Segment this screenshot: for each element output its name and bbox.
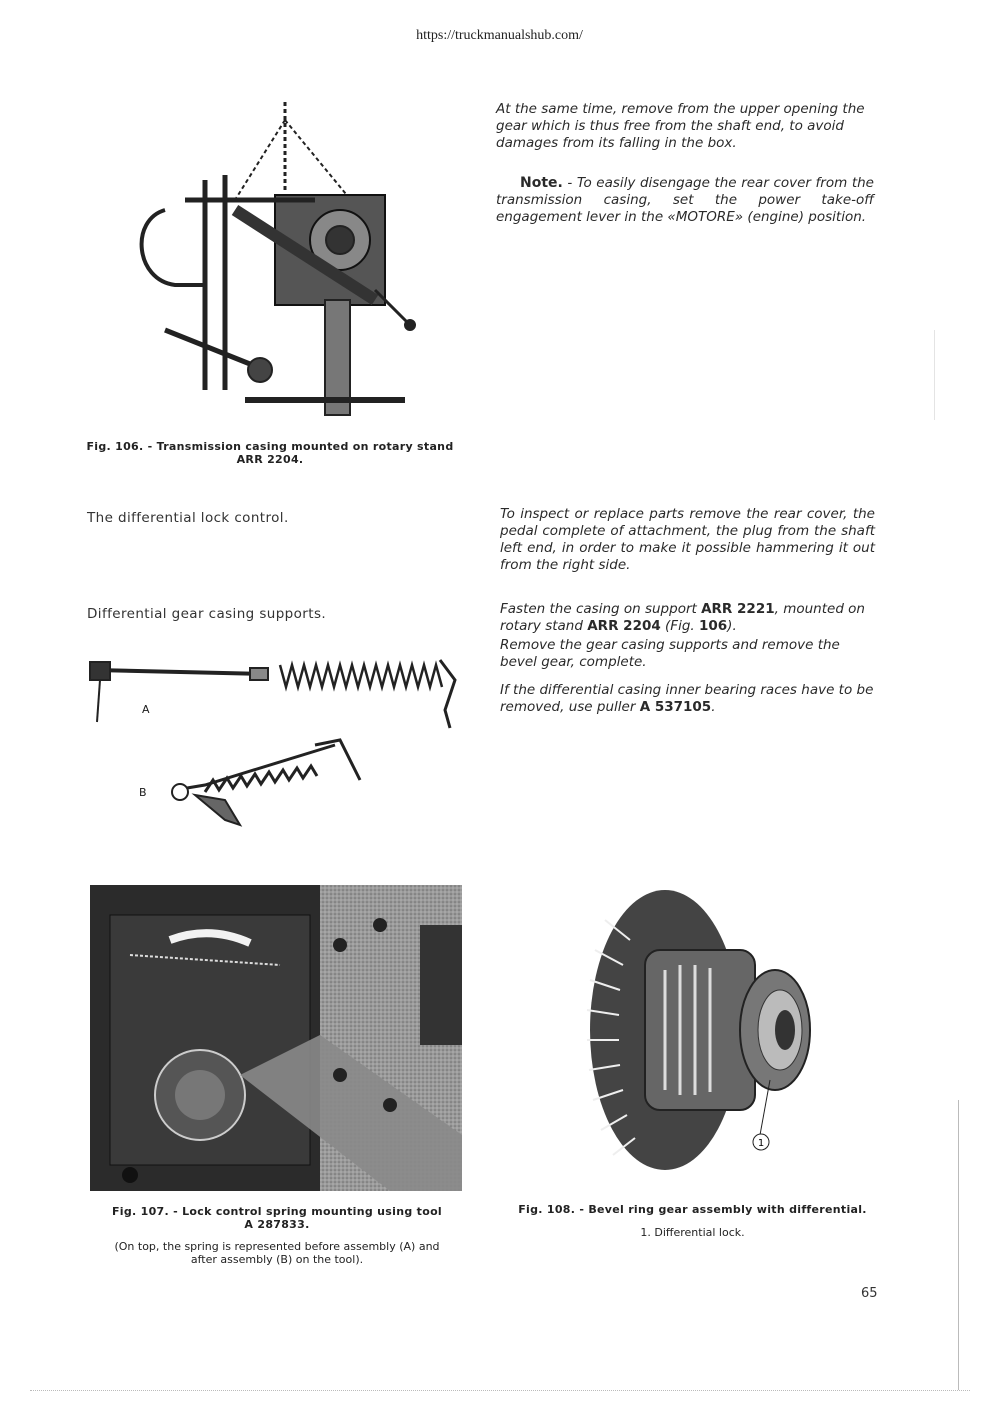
scan-edge-right-upper [934, 330, 935, 420]
p5-b: . [711, 699, 716, 715]
page-number: 65 [861, 1286, 878, 1301]
p3-b: , mounted on rotary stand [500, 601, 865, 634]
source-url: https://truckmanualshub.com/ [416, 28, 583, 43]
fig106-illustration [125, 100, 425, 420]
fig107-photo [90, 885, 462, 1191]
p3-kw3: 106 [698, 618, 728, 634]
heading-casing-supports: Differential gear casing supports. [87, 606, 327, 622]
fig107-subcaption-line2: after assembly (B) on the tool). [190, 1253, 364, 1266]
fig107-subcaption-line1: (On top, the spring is represented before assembly (A) and [114, 1240, 440, 1253]
note-label: Note. [520, 175, 563, 191]
fig107-caption [82, 1205, 472, 1231]
scan-edge-bottom [30, 1390, 970, 1392]
paragraph-fasten [500, 601, 875, 635]
note-paragraph [496, 175, 874, 226]
p3-kw2: ARR 2204 [587, 618, 661, 634]
fig107-caption-line1: Fig. 107. - Lock control spring mounting using tool [111, 1205, 443, 1218]
paragraph-inspect: To inspect or replace parts remove the rear cover, the pedal complete of attachment, the plug from the shaft left end, in order to make it possible hammering it out from the right side. [500, 506, 875, 573]
p5-kw: A 537105 [639, 699, 712, 715]
fig107-caption-line2: A 287833. [244, 1218, 310, 1231]
fig108-subcaption: 1. Differential lock. [640, 1226, 745, 1239]
paragraph-remove-supports: Remove the gear casing supports and remove the bevel gear, complete. [500, 637, 840, 670]
p5-a: If the differential casing inner bearing races have to be removed, use puller [500, 682, 874, 715]
label-b: B [139, 786, 147, 799]
p3-kw1: ARR 2221 [701, 601, 775, 617]
p3-d: ). [727, 618, 737, 634]
note-text: - To easily disengage the rear cover from the transmission casing, set the power take-off engagement lever in the «MOTORE» (engine) position. [496, 175, 874, 225]
fig107-subcaption [82, 1240, 472, 1266]
fig106-caption-line2: ARR 2204. [236, 453, 304, 466]
paragraph-puller [500, 682, 875, 716]
paragraph-remove-gear: At the same time, remove from the upper opening the gear which is thus free from the shaft end, to avoid damages from its falling in the box. [496, 101, 865, 151]
p3-c: (Fig. [660, 618, 699, 634]
scan-edge-right [958, 1100, 959, 1390]
spring-tool-illustration-b [165, 730, 365, 830]
spring-tool-illustration-a [85, 650, 465, 730]
fig108-photo [575, 880, 825, 1180]
fig106-caption-line1: Fig. 106. - Transmission casing mounted on rotary stand [86, 440, 454, 453]
label-a: A [142, 703, 150, 716]
fig106-caption [80, 440, 460, 466]
heading-differential-lock: The differential lock control. [87, 510, 289, 526]
fig108-caption: Fig. 108. - Bevel ring gear assembly with differential. [518, 1203, 867, 1216]
fig108-callout: 1 [757, 1138, 765, 1149]
p3-a: Fasten the casing on support [500, 601, 702, 617]
